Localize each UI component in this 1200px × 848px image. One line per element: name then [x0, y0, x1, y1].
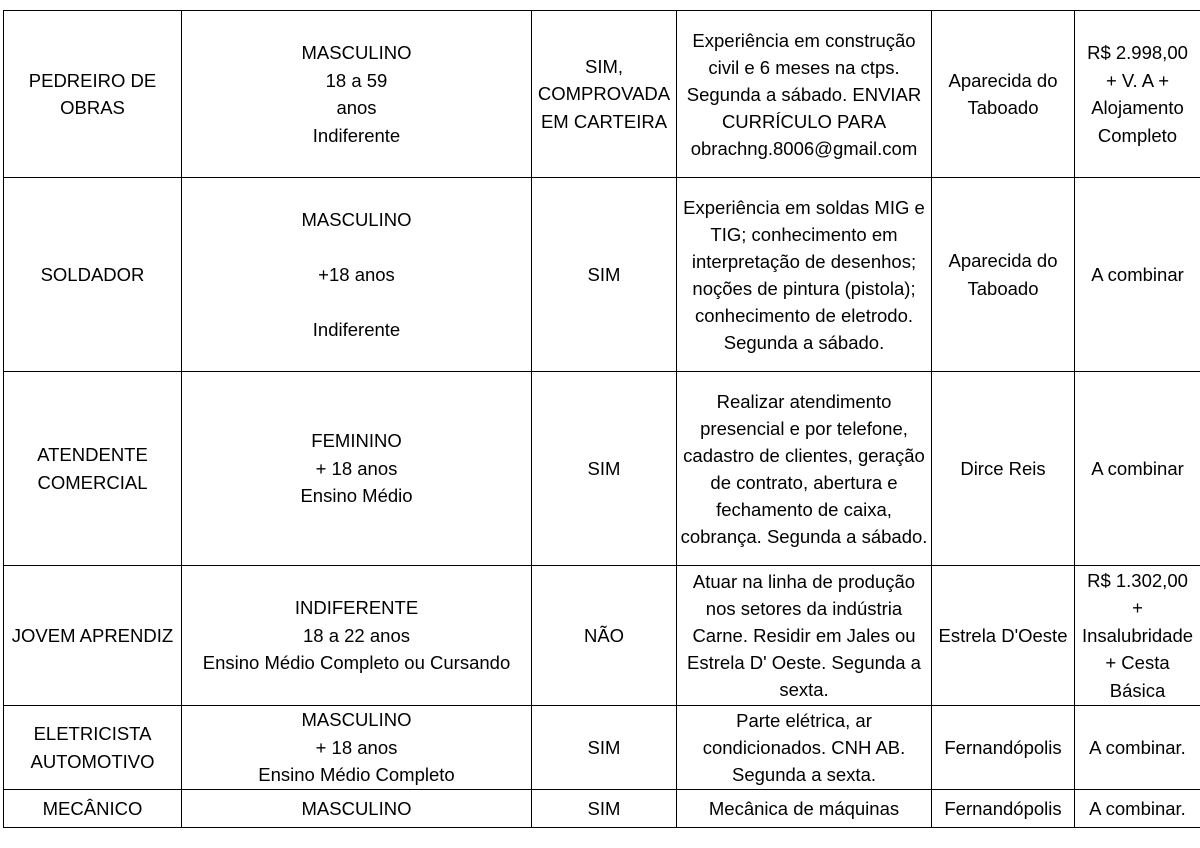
cell-cargo: ATENDENTE COMERCIAL	[4, 372, 182, 566]
cell-perfil: MASCULINO 18 a 59 anos Indiferente	[182, 11, 532, 178]
cell-perfil: MASCULINO +18 anos Indiferente	[182, 178, 532, 372]
cell-salario: A combinar	[1075, 178, 1200, 372]
cell-experiencia: SIM	[532, 178, 677, 372]
table-row	[4, 706, 1200, 790]
cell-local: Dirce Reis	[932, 372, 1075, 566]
cell-descricao: Experiência em soldas MIG e TIG; conhecimento em interpretação de desenhos; noções de pintura (pistola); conhecimento de eletrodo. Segunda a sábado.	[677, 178, 932, 372]
cell-salario: R$ 1.302,00 + Insalubridade + Cesta Básica	[1075, 566, 1200, 706]
cell-descricao: Experiência em construção civil e 6 meses na ctps. Segunda a sábado. ENVIAR CURRÍCULO PARA obrachng.8006@gmail.com	[677, 11, 932, 178]
table-row	[4, 566, 1200, 706]
table-row	[4, 178, 1200, 372]
cell-experiencia: SIM	[532, 790, 677, 828]
cell-cargo: ELETRICISTA AUTOMOTIVO	[4, 706, 182, 790]
job-listings-table	[3, 10, 1200, 828]
cell-descricao: Realizar atendimento presencial e por telefone, cadastro de clientes, geração de contrato, abertura e fechamento de caixa, cobrança. Segunda a sábado.	[677, 372, 932, 566]
cell-cargo: PEDREIRO DE OBRAS	[4, 11, 182, 178]
cell-perfil: FEMININO + 18 anos Ensino Médio	[182, 372, 532, 566]
cell-cargo: MECÂNICO	[4, 790, 182, 828]
cell-local: Fernandópolis	[932, 706, 1075, 790]
cell-local: Estrela D'Oeste	[932, 566, 1075, 706]
cell-experiencia: SIM	[532, 706, 677, 790]
cell-experiencia: SIM	[532, 372, 677, 566]
cell-perfil: MASCULINO	[182, 790, 532, 828]
cell-experiencia: SIM, COMPROVADA EM CARTEIRA	[532, 11, 677, 178]
cell-salario: A combinar.	[1075, 706, 1200, 790]
cell-cargo: JOVEM APRENDIZ	[4, 566, 182, 706]
table-row	[4, 790, 1200, 828]
cell-salario: R$ 2.998,00 + V. A + Alojamento Completo	[1075, 11, 1200, 178]
cell-salario: A combinar	[1075, 372, 1200, 566]
cell-local: Aparecida do Taboado	[932, 178, 1075, 372]
cell-local: Fernandópolis	[932, 790, 1075, 828]
cell-salario: A combinar.	[1075, 790, 1200, 828]
cell-perfil: INDIFERENTE 18 a 22 anos Ensino Médio Completo ou Cursando	[182, 566, 532, 706]
cell-descricao: Parte elétrica, ar condicionados. CNH AB. Segunda a sexta.	[677, 706, 932, 790]
cell-descricao: Mecânica de máquinas	[677, 790, 932, 828]
cell-descricao: Atuar na linha de produção nos setores da indústria Carne. Residir em Jales ou Estrela D' Oeste. Segunda a sexta.	[677, 566, 932, 706]
cell-local: Aparecida do Taboado	[932, 11, 1075, 178]
table-row	[4, 372, 1200, 566]
table-row	[4, 11, 1200, 178]
cell-experiencia: NÃO	[532, 566, 677, 706]
cell-perfil: MASCULINO + 18 anos Ensino Médio Completo	[182, 706, 532, 790]
cell-cargo: SOLDADOR	[4, 178, 182, 372]
